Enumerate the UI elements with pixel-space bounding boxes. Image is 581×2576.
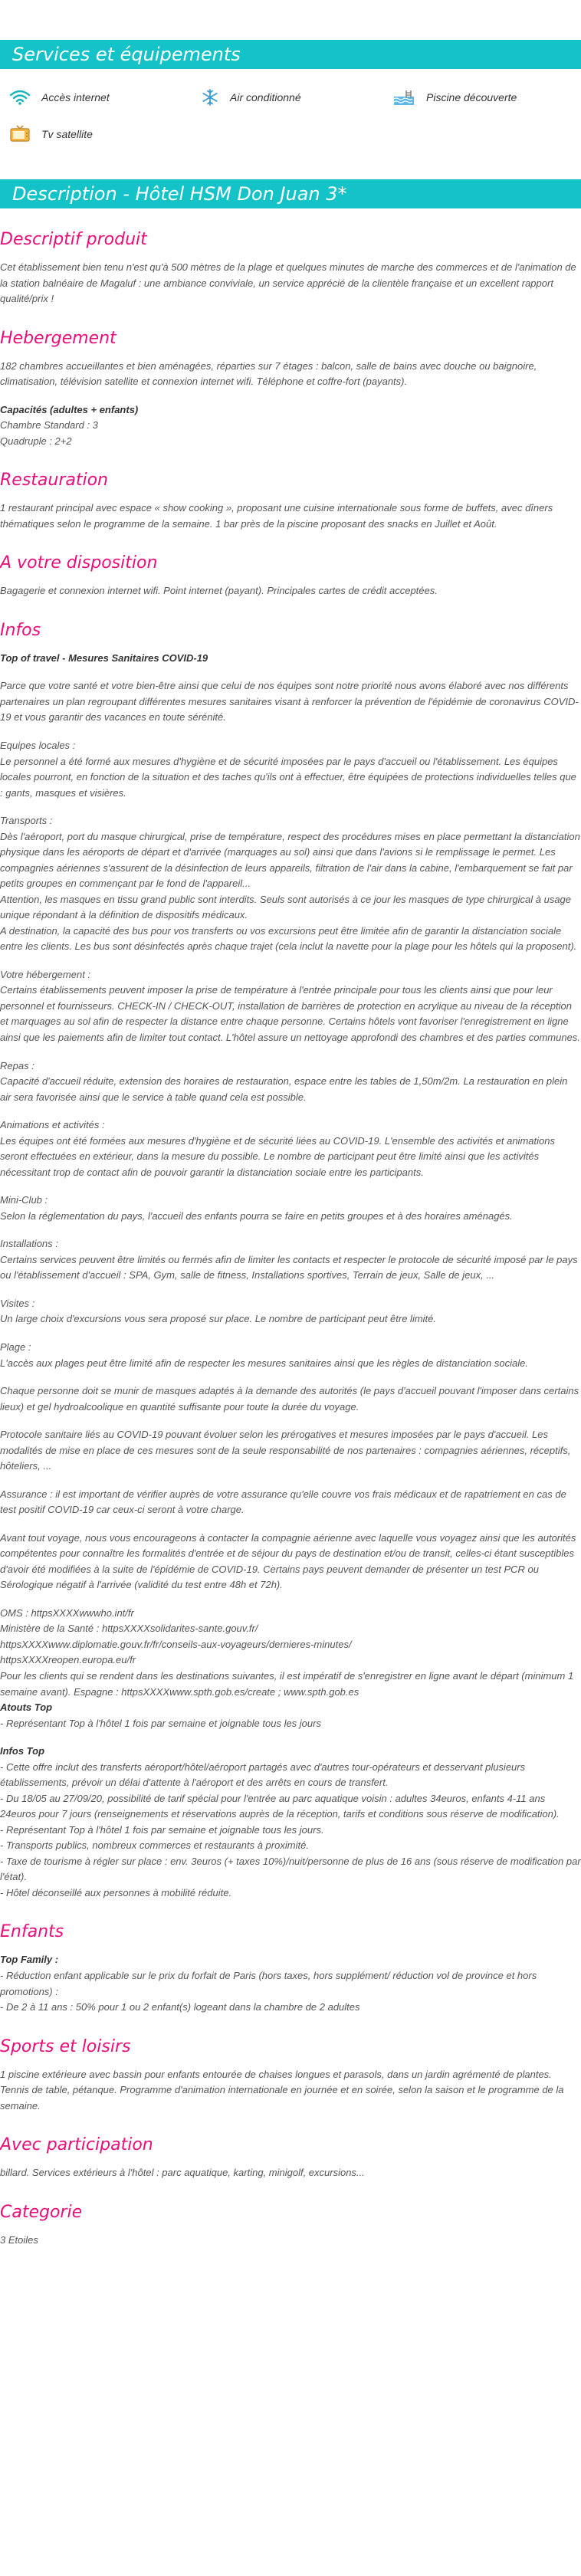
section-title-categorie: Categorie (0, 2202, 83, 2222)
wifi-icon (9, 90, 31, 105)
section-title-participation: Avec participation (0, 2135, 153, 2155)
infos-top-text: - Cette offre inclut des transferts aéroport/hôtel/aéroport partagés avec d'autres tour-opérateurs et desservant plusieurs établissements, prévoir un délai d'attente à l'aéroport et des arrêts en cours de transfert. - Du 18/05 au 27/09/20, possibilité de tarif spécial pour l'entrée au parc aquatique voisin : adultes 34euros, enfants 4-11 ans 24euros pour 7 jours (renseignements et réservations auprès de la réception, tarifs et conditions sous réserve de modification). - Représentant Top à l'hôtel 1 fois par semaine et joignable tous les jours. - Transports publics, nombreux commerces et restaurants à proximité. - Taxe de tourisme à régler sur place : env. 3euros (+ taxes 10%)/nuit/personne de plus de 16 ans (sous réserve de modification par l'état). - Hôtel déconseillé aux personnes à mobilité réduite. (0, 1761, 581, 1898)
services-header: Services et équipements (0, 40, 581, 69)
disposition-text: Bagagerie et connexion internet wifi. Point internet (payant). Principales cartes de crédit acceptées. (0, 585, 438, 597)
service-item-tv (9, 126, 201, 143)
section-title-disposition: A votre disposition (0, 553, 158, 573)
section-title-hebergement: Hebergement (0, 328, 117, 348)
tv-icon (9, 125, 31, 143)
infos-miniclub: Mini-Club : Selon la réglementation du pays, l'accueil des enfants pourra se faire en petits groupes et à des horaires aménagés. (0, 1194, 513, 1222)
infos-plage: Plage : L'accès aux plages peut être limité afin de respecter les mesures sanitaires ainsi que les règles de distanciation sociale. (0, 1341, 528, 1369)
infos-masque: Chaque personne doit se munir de masques adaptés à la demande des autorités (le pays d'accueil pouvant l'imposer dans certains lieux) et gel hydroalcoolique en quantité suffisante pour toute la durée du voyage. (0, 1385, 579, 1413)
capacity-lines: Chambre Standard : 3 Quadruple : 2+2 (0, 419, 98, 447)
service-item-internet (9, 89, 201, 106)
service-item-pool (392, 89, 576, 106)
infos-links: OMS : httpsXXXXwwwho.int/fr Ministère de la Santé : httpsXXXXsolidarites-sante.gouv.fr/ httpsXXXXwww.diplomatie.gouv.fr/fr/conseils-aux-voyageurs/dernieres-minutes/ httpsXXXXreopen.europa.eu/fr Pour les clients qui se rendent dans les destinations suivantes, il est impératif de s'enregistrer en ligne avant le départ (minimum 1 semaine avant). Espagne : httpsXXXXwww.spth.gob.es/create ; www.spth.gob.es (0, 1606, 574, 1698)
top-travel-heading: Top of travel - Mesures Sanitaires COVID-19 (0, 651, 208, 664)
infos-hebergement: Votre hébergement : Certains établissements peuvent imposer la prise de température à l'entrée principale pour tous les clients ainsi que pour leur personnel et fournisseurs. CHECK-IN / CHECK-OUT, installation de barrières de protection en acrylique au niveau de la réception et marquages au sol afin de respecter la distance entre chaque personne. Certains hôtels vont favoriser l'enregistrement en ligne ainsi que les paiements afin de limiter tout contact. L'hôtel assure un nettoyage approfondi des chambres et des parties communes. (0, 968, 580, 1043)
description-header: Description - Hôtel HSM Don Juan 3* (0, 179, 581, 208)
capacity-label: Capacités (adultes + enfants) (0, 403, 139, 415)
infos-installations: Installations : Certains services peuvent être limités ou fermés afin de limiter les contacts et respecter le protocole de sécurité imposé par le pays ou l'établissement d'accueil : SPA, Gym, salle de fitness, Installations sportives, Terrain de jeux, Salle de jeux, ... (0, 1238, 578, 1281)
infos-intro: Parce que votre santé et votre bien-être ainsi que celui de nos équipes sont notre priorité nous avons élaboré avec nos différents partenaires un plan regroupant différentes mesures sanitaires visant à renforcer la prévention de l'épidémie de coronavirus COVID-19 et vous garantir des vacances en toute sérénité. (0, 680, 579, 724)
infos-equipes: Equipes locales : Le personnel a été formé aux mesures d'hygiène et de sécurité imposées par le pays d'accueil ou l'établissement. Les équipes locales pourront, en fonction de la situation et des taches qu'ils ont à effectuer, être équipées de protections individuelles telles que : gants, masques et visières. (0, 739, 576, 799)
atouts-top-heading: Atouts Top (0, 1701, 53, 1714)
infos-top-heading: Infos Top (0, 1745, 45, 1757)
atouts-top-text: - Représentant Top à l'hôtel 1 fois par semaine et joignable tous les jours (0, 1717, 321, 1729)
top-family-heading: Top Family : (0, 1954, 59, 1966)
service-label: Air conditionné (230, 91, 301, 103)
categorie-text: 3 Etoiles (0, 2233, 38, 2246)
enfants-text: - Réduction enfant applicable sur le prix du forfait de Paris (hors taxes, hors supplément/ réduction vol de province et hors promotions) : - De 2 à 11 ans : 50% pour 1 ou 2 enfant(s) logeant dans la chambre de 2 adultes (0, 1969, 537, 2013)
hebergement-text: 182 chambres accueillantes et bien aménagées, réparties sur 7 étages : balcon, salle de bains avec douche ou baignoire, climatisation, télévision satellite et connexion internet wifi. Téléphone et coffre-fort (payants). (0, 359, 537, 388)
snowflake-icon (201, 88, 219, 107)
service-item-air-conditioning (201, 89, 392, 106)
infos-assurance: Assurance : il est important de vérifier auprès de votre assurance qu'elle couvre vos frais médicaux et de rapatriement en cas de test positif COVID-19 car ceux-ci seront à votre charge. (0, 1488, 566, 1516)
restauration-text: 1 restaurant principal avec espace « show cooking », proposant une cuisine internationale sous forme de buffets, avec dîners thématiques selon le programme de la semaine. 1 bar près de la piscine proposant des snacks en Juillet et Août. (0, 502, 553, 530)
section-title-infos: Infos (0, 620, 41, 640)
section-title-sports: Sports et loisirs (0, 2036, 131, 2056)
service-label: Piscine découverte (426, 91, 517, 103)
descriptif-text: Cet établissement bien tenu n'est qu'à 500 mètres de la plage et quelques minutes de marche des commerces et de l'animation de la station balnéaire de Magaluf : une ambiance conviviale, un service apprécié de la clientèle française et un excellent rapport qualité/prix ! (0, 261, 576, 305)
infos-repas: Repas : Capacité d'accueil réduite, extension des horaires de restauration, espace entre les tables de 1,50m/2m. La restauration en plein air sera favorisée ainsi que le service à table quand cela est possible. (0, 1059, 568, 1103)
pool-icon (392, 89, 415, 106)
section-title-descriptif: Descriptif produit (0, 230, 147, 249)
infos-protocole: Protocole sanitaire liés au COVID-19 pouvant évoluer selon les prérogatives et mesures imposées par le pays d'accueil. Les modalités de mise en place de ces mesures sont de la seule responsabilité de nos partenaires : compagnies aériennes, réceptifs, hôteliers, ... (0, 1429, 571, 1472)
service-label: Tv satellite (41, 128, 93, 140)
infos-voyage: Avant tout voyage, nous vous encourageons à contacter la compagnie aérienne avec laquelle vous voyagez ainsi que les autorités compétentes pour connaître les formalités d'entrée et de séjour du pays de destination et/ou de transit, celles-ci étant susceptibles d'avoir été modifiées à la suite de l'épidémie de COVID-19. Certains pays peuvent demander de présenter un test PCR ou Sérologique négatif à l'arrivée (validité du test entre 48h et 72h). (0, 1531, 576, 1591)
infos-visites: Visites : Un large choix d'excursions vous sera proposé sur place. Le nombre de participant peut être limité. (0, 1297, 437, 1325)
section-title-restauration: Restauration (0, 471, 109, 491)
infos-transports: Transports : Dès l'aéroport, port du masque chirurgical, prise de température, respect des procédures mises en place permettant la distanciation physique dans les aéroports de départ et d'arrivée (marquages au sol) ainsi que dans l'avions si le remplissage le permet. Les compagnies aériennes s'assurent de la désinfection de leurs appareils, filtration de l'air dans la cabine, l'embarquement se fait par petits groupes en commençant par le fond de l'appareil... Attention, les masques en tissu grand public sont interdits. Seuls sont autorisés à ce jour les masques de type chirurgical à usage unique répondant à la définition de dispositifs médicaux. A destination, la capacité des bus pour vos transferts ou vos excursions peut être limitée afin de garantir la distanciation sociale entre les clients. Les bus sont désinfectés après chaque trajet (cela inclut la navette pour la plage pour les hôtels qui la proposent). (0, 815, 580, 953)
service-label: Accès internet (41, 91, 110, 103)
description-content (0, 230, 581, 2248)
section-title-enfants: Enfants (0, 1922, 64, 1942)
participation-text: billard. Services extérieurs à l'hôtel : parc aquatique, karting, minigolf, excursions... (0, 2167, 365, 2179)
sports-text: 1 piscine extérieure avec bassin pour enfants entourée de chaises longues et parasols, dans un jardin agrémenté de plantes. Tennis de table, pétanque. Programme d'animation internationale en journée et en soirée, selon la saison et le programme de la semaine. (0, 2068, 564, 2112)
services-list (0, 69, 581, 143)
infos-animations: Animations et activités : Les équipes ont été formées aux mesures d'hygiène et de sécurité liées au COVID-19. L'ensemble des activités et animations seront effectuées en extérieur, dans la mesure du possible. Le nombre de participant peut être limité ainsi que les activités nécessitant trop de contact afin de pouvoir garantir la distanciation sociale entre les participants. (0, 1119, 555, 1178)
